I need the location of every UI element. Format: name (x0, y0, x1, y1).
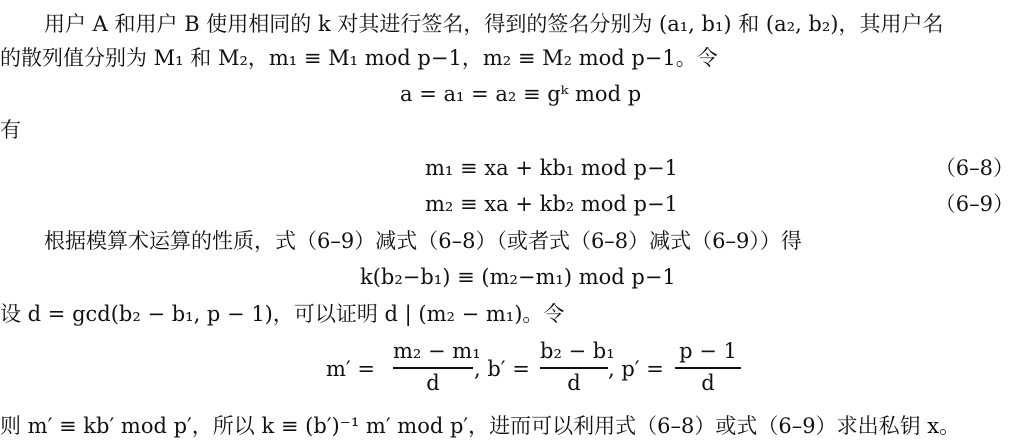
fraction-p-numerator: p − 1 (679, 339, 737, 363)
paragraph-3: 设 d = gcd(b₂ − b₁, p − 1)，可以证明 d | (m₂ − m₁)。令 (0, 302, 565, 326)
fraction-b-numerator: b₂ − b₁ (540, 339, 615, 363)
paragraph-2: 根据模算术运算的性质，式（6–9）减式（6–8）（或者式（6–8）减式（6–9））得 (44, 229, 802, 253)
fraction-b-denominator: d (567, 371, 581, 395)
paragraph-1-line-2: 的散列值分别为 M₁ 和 M₂，m₁ ≡ M₁ mod p−1，m₂ ≡ M₂ mod p−1。令 (0, 46, 718, 70)
fraction-m-numerator: m₂ − m₁ (393, 339, 481, 363)
word-you: 有 (0, 118, 21, 142)
paragraph-4: 则 m′ ≡ kb′ mod p′，所以 k ≡ (b′)⁻¹ m′ mod p′，进而可以利用式（6–8）或式（6–9）求出私钥 x。 (0, 414, 961, 438)
equation-a: a = a₁ = a₂ ≡ gᵏ mod p (400, 82, 642, 106)
equation-number-6-9: （6–9） (934, 192, 1014, 216)
equation-number-6-8: （6–8） (934, 156, 1014, 180)
equation-k: k(b₂−b₁) ≡ (m₂−m₁) mod p−1 (360, 265, 676, 289)
equation-6-8: m₁ ≡ xa + kb₁ mod p−1 (425, 156, 678, 180)
fraction-m-denominator: d (426, 371, 440, 395)
fraction-p-lhs: , p′ = (608, 357, 664, 381)
fraction-b-lhs: , b′ = (474, 357, 530, 381)
equation-6-9: m₂ ≡ xa + kb₂ mod p−1 (425, 192, 678, 216)
paragraph-1-line-1: 用户 A 和用户 B 使用相同的 k 对其进行签名，得到的签名分别为 (a₁, b₁) 和 (a₂, b₂)，其用户名 (44, 12, 944, 36)
fraction-p-denominator: d (701, 371, 715, 395)
fraction-m-lhs: m′ = (326, 357, 375, 381)
